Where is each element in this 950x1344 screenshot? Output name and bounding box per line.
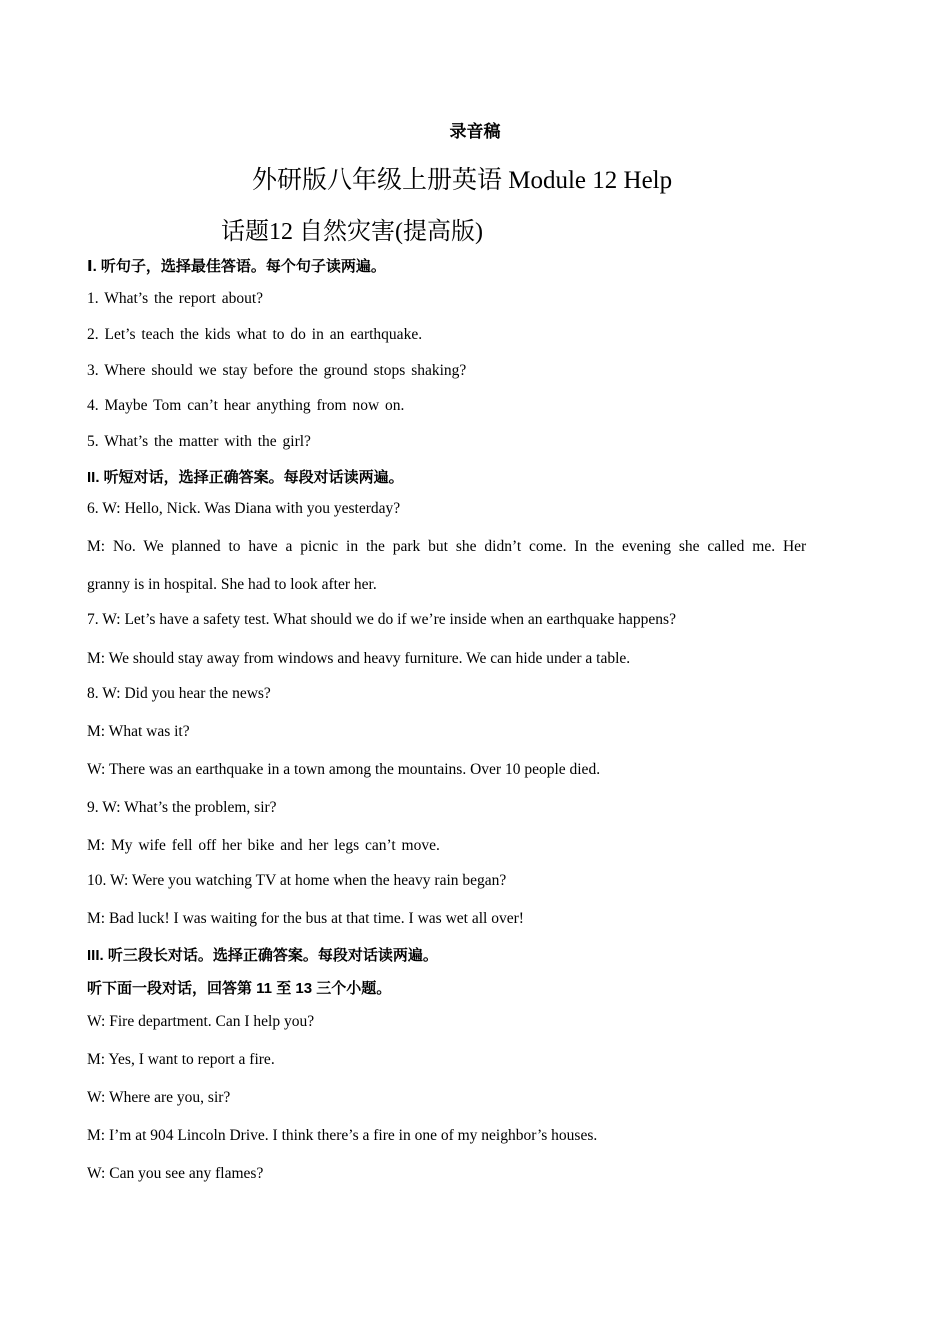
doc-title: 外研版八年级上册英语 Module 12 Help bbox=[252, 167, 673, 194]
dialogue-line: W: Can you see any flames? bbox=[87, 1165, 264, 1182]
dialogue-line: 6. W: Hello, Nick. Was Diana with you yesterday? bbox=[87, 500, 401, 517]
dialogue-line: granny is in hospital. She had to look after her. bbox=[87, 576, 377, 593]
dialogue-line: W: There was an earthquake in a town among the mountains. Over 10 people died. bbox=[87, 761, 601, 778]
dialogue-line: M: My wife fell off her bike and her legs can’t move. bbox=[87, 837, 440, 854]
dialogue-line: 10. W: Were you watching TV at home when the heavy rain began? bbox=[87, 872, 507, 889]
section1-item: 4. Maybe Tom can’t hear anything from now on. bbox=[87, 397, 405, 414]
section3-header: III. 听三段长对话。选择正确答案。每段对话读两遍。 bbox=[87, 947, 438, 964]
section1-header: Ⅰ. 听句子，选择最佳答语。每个句子读两遍。 bbox=[87, 258, 386, 275]
section3-intro: 听下面一段对话，回答第 11 至 13 三个小题。 bbox=[87, 980, 392, 997]
section1-item: 2. Let’s teach the kids what to do in an earthquake. bbox=[87, 326, 423, 343]
section2-header: II. 听短对话，选择正确答案。每段对话读两遍。 bbox=[87, 469, 404, 486]
dialogue-line: 7. W: Let’s have a safety test. What should we do if we’re inside when an earthquake happens? bbox=[87, 611, 676, 628]
dialogue-line: M: Bad luck! I was waiting for the bus at that time. I was wet all over! bbox=[87, 910, 524, 927]
section1-item: 5. What’s the matter with the girl? bbox=[87, 433, 311, 450]
dialogue-line: M: No. We planned to have a picnic in the park but she didn’t come. In the evening she called me. Her bbox=[87, 538, 807, 555]
dialogue-line: M: What was it? bbox=[87, 723, 190, 740]
section1-item: 3. Where should we stay before the ground stops shaking? bbox=[87, 362, 467, 379]
doc-subtitle: 话题12 自然灾害(提高版) bbox=[221, 219, 483, 245]
doc-heading: 录音稿 bbox=[449, 122, 501, 141]
dialogue-line: W: Fire department. Can I help you? bbox=[87, 1013, 315, 1030]
dialogue-line: M: I’m at 904 Lincoln Drive. I think there’s a fire in one of my neighbor’s houses. bbox=[87, 1127, 598, 1144]
dialogue-line: 8. W: Did you hear the news? bbox=[87, 685, 271, 702]
dialogue-line: M: Yes, I want to report a fire. bbox=[87, 1051, 275, 1068]
dialogue-line: 9. W: What’s the problem, sir? bbox=[87, 799, 277, 816]
dialogue-line: W: Where are you, sir? bbox=[87, 1089, 231, 1106]
section1-item: 1. What’s the report about? bbox=[87, 290, 264, 307]
dialogue-line: M: We should stay away from windows and heavy furniture. We can hide under a table. bbox=[87, 650, 631, 667]
